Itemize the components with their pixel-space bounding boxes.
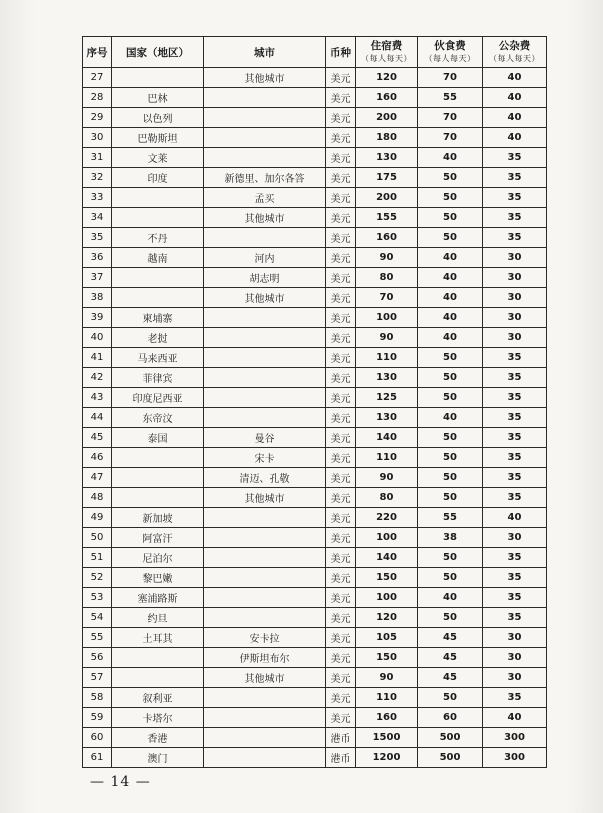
- cell-currency: 港币: [326, 748, 356, 768]
- cell-index: 42: [83, 368, 112, 388]
- cell-currency: 美元: [326, 248, 356, 268]
- cell-currency: 美元: [326, 188, 356, 208]
- table-row: [83, 208, 547, 228]
- cell-misc: 35: [483, 148, 547, 168]
- cell-food: 50: [418, 188, 483, 208]
- cell-misc: 30: [483, 268, 547, 288]
- cell-index: 61: [83, 748, 112, 768]
- cell-city: 其他城市: [204, 488, 326, 508]
- cell-currency: 美元: [326, 468, 356, 488]
- cell-city: [204, 148, 326, 168]
- cell-currency: 美元: [326, 528, 356, 548]
- cell-city: [204, 348, 326, 368]
- header-misc: [483, 37, 547, 68]
- cell-index: 35: [83, 228, 112, 248]
- cell-city: [204, 88, 326, 108]
- header-country: 国家（地区）: [112, 37, 204, 68]
- cell-index: 36: [83, 248, 112, 268]
- cell-misc: 30: [483, 668, 547, 688]
- cell-misc: 40: [483, 508, 547, 528]
- cell-lodging: 140: [356, 548, 418, 568]
- cell-index: 50: [83, 528, 112, 548]
- cell-misc: 35: [483, 568, 547, 588]
- cell-index: 30: [83, 128, 112, 148]
- table-row: [83, 628, 547, 648]
- cell-food: 40: [418, 308, 483, 328]
- cell-city: 宋卡: [204, 448, 326, 468]
- cell-lodging: 80: [356, 268, 418, 288]
- cell-food: 70: [418, 68, 483, 88]
- cell-country: 巴林: [112, 88, 204, 108]
- cell-food: 50: [418, 368, 483, 388]
- cell-index: 38: [83, 288, 112, 308]
- cell-city: [204, 408, 326, 428]
- cell-currency: 美元: [326, 288, 356, 308]
- header-food: [418, 37, 483, 68]
- header-misc-label: 公杂费: [498, 40, 531, 52]
- cell-lodging: 130: [356, 408, 418, 428]
- cell-city: [204, 548, 326, 568]
- cell-country: 印度尼西亚: [112, 388, 204, 408]
- cell-misc: 30: [483, 248, 547, 268]
- table-row: [83, 148, 547, 168]
- cell-index: 34: [83, 208, 112, 228]
- cell-country: 澳门: [112, 748, 204, 768]
- cell-lodging: 200: [356, 188, 418, 208]
- cell-lodging: 90: [356, 248, 418, 268]
- cell-index: 57: [83, 668, 112, 688]
- table-row: [83, 548, 547, 568]
- cell-lodging: 180: [356, 128, 418, 148]
- cell-index: 52: [83, 568, 112, 588]
- table-row: [83, 108, 547, 128]
- cell-lodging: 100: [356, 528, 418, 548]
- cell-misc: 35: [483, 368, 547, 388]
- cell-city: [204, 228, 326, 248]
- cell-country: 约旦: [112, 608, 204, 628]
- cell-currency: 美元: [326, 268, 356, 288]
- cell-misc: 300: [483, 748, 547, 768]
- cell-country: 东帝汶: [112, 408, 204, 428]
- cell-food: 50: [418, 168, 483, 188]
- cell-misc: 40: [483, 708, 547, 728]
- cell-currency: 美元: [326, 608, 356, 628]
- cell-food: 38: [418, 528, 483, 548]
- cell-city: [204, 328, 326, 348]
- cell-food: 500: [418, 748, 483, 768]
- cell-country: 柬埔寨: [112, 308, 204, 328]
- cell-index: 56: [83, 648, 112, 668]
- cell-food: 40: [418, 288, 483, 308]
- cell-country: 香港: [112, 728, 204, 748]
- cell-currency: 港币: [326, 728, 356, 748]
- cell-index: 49: [83, 508, 112, 528]
- cell-city: [204, 128, 326, 148]
- cell-food: 50: [418, 228, 483, 248]
- cell-currency: 美元: [326, 648, 356, 668]
- cell-index: 59: [83, 708, 112, 728]
- cell-lodging: 120: [356, 68, 418, 88]
- header-lodging-sub: （每人每天）: [361, 54, 412, 63]
- table-row: [83, 428, 547, 448]
- cell-misc: 35: [483, 488, 547, 508]
- cell-lodging: 90: [356, 668, 418, 688]
- cell-city: 其他城市: [204, 68, 326, 88]
- cell-food: 40: [418, 408, 483, 428]
- cell-lodging: 110: [356, 688, 418, 708]
- cell-index: 41: [83, 348, 112, 368]
- cell-country: 新加坡: [112, 508, 204, 528]
- header-lodging: [356, 37, 418, 68]
- cell-index: 43: [83, 388, 112, 408]
- cell-misc: 30: [483, 528, 547, 548]
- cell-currency: 美元: [326, 708, 356, 728]
- cell-country: [112, 188, 204, 208]
- cell-lodging: 80: [356, 488, 418, 508]
- header-food-sub: （每人每天）: [424, 54, 476, 63]
- cell-index: 54: [83, 608, 112, 628]
- cell-index: 32: [83, 168, 112, 188]
- table-row: [83, 88, 547, 108]
- header-food-label: 伙食费: [434, 40, 466, 52]
- cell-food: 50: [418, 348, 483, 368]
- cell-currency: 美元: [326, 548, 356, 568]
- cell-misc: 40: [483, 68, 547, 88]
- cell-misc: 35: [483, 168, 547, 188]
- cell-currency: 美元: [326, 628, 356, 648]
- cell-city: 河内: [204, 248, 326, 268]
- header-city: 城市: [204, 37, 326, 68]
- cell-index: 44: [83, 408, 112, 428]
- cell-misc: 40: [483, 128, 547, 148]
- cell-food: 50: [418, 468, 483, 488]
- cell-currency: 美元: [326, 568, 356, 588]
- cell-misc: 35: [483, 428, 547, 448]
- cell-currency: 美元: [326, 688, 356, 708]
- cell-food: 50: [418, 608, 483, 628]
- table-row: [83, 268, 547, 288]
- cell-city: [204, 608, 326, 628]
- table-row: [83, 688, 547, 708]
- cell-misc: 35: [483, 468, 547, 488]
- cell-currency: 美元: [326, 148, 356, 168]
- cell-index: 58: [83, 688, 112, 708]
- cell-city: [204, 108, 326, 128]
- cell-currency: 美元: [326, 68, 356, 88]
- cell-city: 其他城市: [204, 208, 326, 228]
- cell-misc: 35: [483, 608, 547, 628]
- cell-index: 27: [83, 68, 112, 88]
- cell-index: 33: [83, 188, 112, 208]
- cell-lodging: 125: [356, 388, 418, 408]
- cell-currency: 美元: [326, 88, 356, 108]
- cell-city: 其他城市: [204, 668, 326, 688]
- cell-lodging: 130: [356, 148, 418, 168]
- cell-currency: 美元: [326, 668, 356, 688]
- cell-city: [204, 708, 326, 728]
- cell-index: 39: [83, 308, 112, 328]
- cell-country: 巴勒斯坦: [112, 128, 204, 148]
- cell-city: 伊斯坦布尔: [204, 648, 326, 668]
- cell-city: 新德里、加尔各答: [204, 168, 326, 188]
- cell-food: 40: [418, 248, 483, 268]
- cell-index: 29: [83, 108, 112, 128]
- cell-lodging: 220: [356, 508, 418, 528]
- cell-currency: 美元: [326, 408, 356, 428]
- cell-currency: 美元: [326, 428, 356, 448]
- cell-food: 70: [418, 128, 483, 148]
- cell-index: 55: [83, 628, 112, 648]
- cell-country: [112, 288, 204, 308]
- expense-standards-table: [82, 36, 547, 768]
- cell-index: 28: [83, 88, 112, 108]
- cell-lodging: 100: [356, 308, 418, 328]
- cell-lodging: 130: [356, 368, 418, 388]
- cell-lodging: 90: [356, 468, 418, 488]
- cell-country: [112, 648, 204, 668]
- cell-country: [112, 268, 204, 288]
- cell-currency: 美元: [326, 108, 356, 128]
- cell-index: 40: [83, 328, 112, 348]
- cell-currency: 美元: [326, 308, 356, 328]
- cell-lodging: 150: [356, 648, 418, 668]
- cell-index: 48: [83, 488, 112, 508]
- cell-misc: 35: [483, 228, 547, 248]
- cell-city: 孟买: [204, 188, 326, 208]
- cell-index: 47: [83, 468, 112, 488]
- cell-misc: 35: [483, 448, 547, 468]
- cell-lodging: 1500: [356, 728, 418, 748]
- cell-city: [204, 528, 326, 548]
- cell-index: 37: [83, 268, 112, 288]
- cell-country: [112, 448, 204, 468]
- cell-food: 40: [418, 148, 483, 168]
- cell-country: 老挝: [112, 328, 204, 348]
- cell-currency: 美元: [326, 168, 356, 188]
- cell-index: 53: [83, 588, 112, 608]
- cell-misc: 35: [483, 348, 547, 368]
- cell-misc: 300: [483, 728, 547, 748]
- cell-food: 45: [418, 628, 483, 648]
- table-row: [83, 748, 547, 768]
- table-row: [83, 468, 547, 488]
- table-row: [83, 648, 547, 668]
- cell-misc: 30: [483, 648, 547, 668]
- cell-food: 50: [418, 448, 483, 468]
- cell-misc: 40: [483, 88, 547, 108]
- cell-city: 安卡拉: [204, 628, 326, 648]
- cell-country: 印度: [112, 168, 204, 188]
- cell-lodging: 90: [356, 328, 418, 348]
- table-row: [83, 608, 547, 628]
- cell-currency: 美元: [326, 368, 356, 388]
- cell-misc: 30: [483, 288, 547, 308]
- cell-currency: 美元: [326, 508, 356, 528]
- table-row: [83, 348, 547, 368]
- cell-city: [204, 508, 326, 528]
- table-row: [83, 388, 547, 408]
- cell-lodging: 105: [356, 628, 418, 648]
- cell-currency: 美元: [326, 588, 356, 608]
- cell-food: 45: [418, 648, 483, 668]
- cell-food: 40: [418, 328, 483, 348]
- table-row: [83, 708, 547, 728]
- cell-country: 黎巴嫩: [112, 568, 204, 588]
- cell-misc: 35: [483, 388, 547, 408]
- header-lodging-label: 住宿费: [370, 40, 403, 52]
- table-row: [83, 408, 547, 428]
- table-row: [83, 488, 547, 508]
- cell-currency: 美元: [326, 128, 356, 148]
- cell-lodging: 110: [356, 448, 418, 468]
- cell-food: 45: [418, 668, 483, 688]
- cell-city: [204, 568, 326, 588]
- table-row: [83, 668, 547, 688]
- cell-lodging: 100: [356, 588, 418, 608]
- cell-food: 55: [418, 88, 483, 108]
- cell-city: [204, 388, 326, 408]
- cell-country: 文莱: [112, 148, 204, 168]
- cell-country: 卡塔尔: [112, 708, 204, 728]
- cell-country: [112, 468, 204, 488]
- cell-food: 55: [418, 508, 483, 528]
- table-body: [83, 68, 547, 768]
- cell-city: [204, 368, 326, 388]
- cell-lodging: 140: [356, 428, 418, 448]
- table-row: [83, 308, 547, 328]
- table-row: [83, 188, 547, 208]
- cell-lodging: 160: [356, 708, 418, 728]
- cell-country: 塞浦路斯: [112, 588, 204, 608]
- header-currency: 币种: [326, 37, 356, 68]
- cell-index: 60: [83, 728, 112, 748]
- cell-misc: 30: [483, 328, 547, 348]
- cell-misc: 35: [483, 588, 547, 608]
- cell-misc: 35: [483, 548, 547, 568]
- table-row: [83, 68, 547, 88]
- cell-country: 泰国: [112, 428, 204, 448]
- cell-country: 菲律宾: [112, 368, 204, 388]
- cell-currency: 美元: [326, 448, 356, 468]
- cell-city: [204, 308, 326, 328]
- cell-food: 70: [418, 108, 483, 128]
- cell-country: 不丹: [112, 228, 204, 248]
- cell-misc: 35: [483, 408, 547, 428]
- cell-lodging: 160: [356, 88, 418, 108]
- table-row: [83, 288, 547, 308]
- cell-currency: 美元: [326, 488, 356, 508]
- cell-index: 46: [83, 448, 112, 468]
- cell-food: 50: [418, 388, 483, 408]
- cell-currency: 美元: [326, 208, 356, 228]
- header-index: 序号: [83, 37, 112, 68]
- table-row: [83, 128, 547, 148]
- cell-country: 阿富汗: [112, 528, 204, 548]
- cell-country: 土耳其: [112, 628, 204, 648]
- cell-lodging: 120: [356, 608, 418, 628]
- cell-food: 60: [418, 708, 483, 728]
- cell-city: [204, 688, 326, 708]
- cell-lodging: 110: [356, 348, 418, 368]
- table-row: [83, 328, 547, 348]
- cell-food: 50: [418, 568, 483, 588]
- table-row: [83, 448, 547, 468]
- table-row: [83, 508, 547, 528]
- cell-city: [204, 748, 326, 768]
- cell-currency: 美元: [326, 348, 356, 368]
- cell-lodging: 1200: [356, 748, 418, 768]
- cell-country: [112, 68, 204, 88]
- table-row: [83, 728, 547, 748]
- cell-country: 越南: [112, 248, 204, 268]
- cell-misc: 35: [483, 188, 547, 208]
- cell-lodging: 150: [356, 568, 418, 588]
- cell-lodging: 155: [356, 208, 418, 228]
- cell-food: 40: [418, 268, 483, 288]
- cell-city: 清迈、孔敬: [204, 468, 326, 488]
- table-row: [83, 248, 547, 268]
- cell-food: 50: [418, 488, 483, 508]
- cell-city: [204, 588, 326, 608]
- cell-food: 50: [418, 688, 483, 708]
- cell-food: 50: [418, 428, 483, 448]
- cell-country: [112, 488, 204, 508]
- cell-food: 500: [418, 728, 483, 748]
- page-number: — 14 —: [90, 774, 151, 790]
- cell-misc: 35: [483, 208, 547, 228]
- cell-country: 以色列: [112, 108, 204, 128]
- cell-food: 50: [418, 548, 483, 568]
- cell-lodging: 175: [356, 168, 418, 188]
- cell-index: 51: [83, 548, 112, 568]
- cell-misc: 30: [483, 628, 547, 648]
- cell-country: [112, 208, 204, 228]
- cell-city: 其他城市: [204, 288, 326, 308]
- cell-country: [112, 668, 204, 688]
- header-misc-sub: （每人每天）: [489, 54, 540, 63]
- cell-lodging: 160: [356, 228, 418, 248]
- cell-lodging: 200: [356, 108, 418, 128]
- table-row: [83, 568, 547, 588]
- cell-currency: 美元: [326, 388, 356, 408]
- cell-country: 叙利亚: [112, 688, 204, 708]
- cell-index: 31: [83, 148, 112, 168]
- cell-food: 50: [418, 208, 483, 228]
- cell-country: 尼泊尔: [112, 548, 204, 568]
- cell-currency: 美元: [326, 228, 356, 248]
- table-row: [83, 368, 547, 388]
- table-header-row: [83, 37, 547, 68]
- table-row: [83, 228, 547, 248]
- cell-index: 45: [83, 428, 112, 448]
- cell-city: 胡志明: [204, 268, 326, 288]
- table-row: [83, 528, 547, 548]
- table-row: [83, 588, 547, 608]
- cell-food: 40: [418, 588, 483, 608]
- cell-currency: 美元: [326, 328, 356, 348]
- cell-misc: 40: [483, 108, 547, 128]
- cell-city: [204, 728, 326, 748]
- cell-country: 马来西亚: [112, 348, 204, 368]
- cell-misc: 35: [483, 688, 547, 708]
- table-row: [83, 168, 547, 188]
- cell-lodging: 70: [356, 288, 418, 308]
- cell-city: 曼谷: [204, 428, 326, 448]
- cell-misc: 30: [483, 308, 547, 328]
